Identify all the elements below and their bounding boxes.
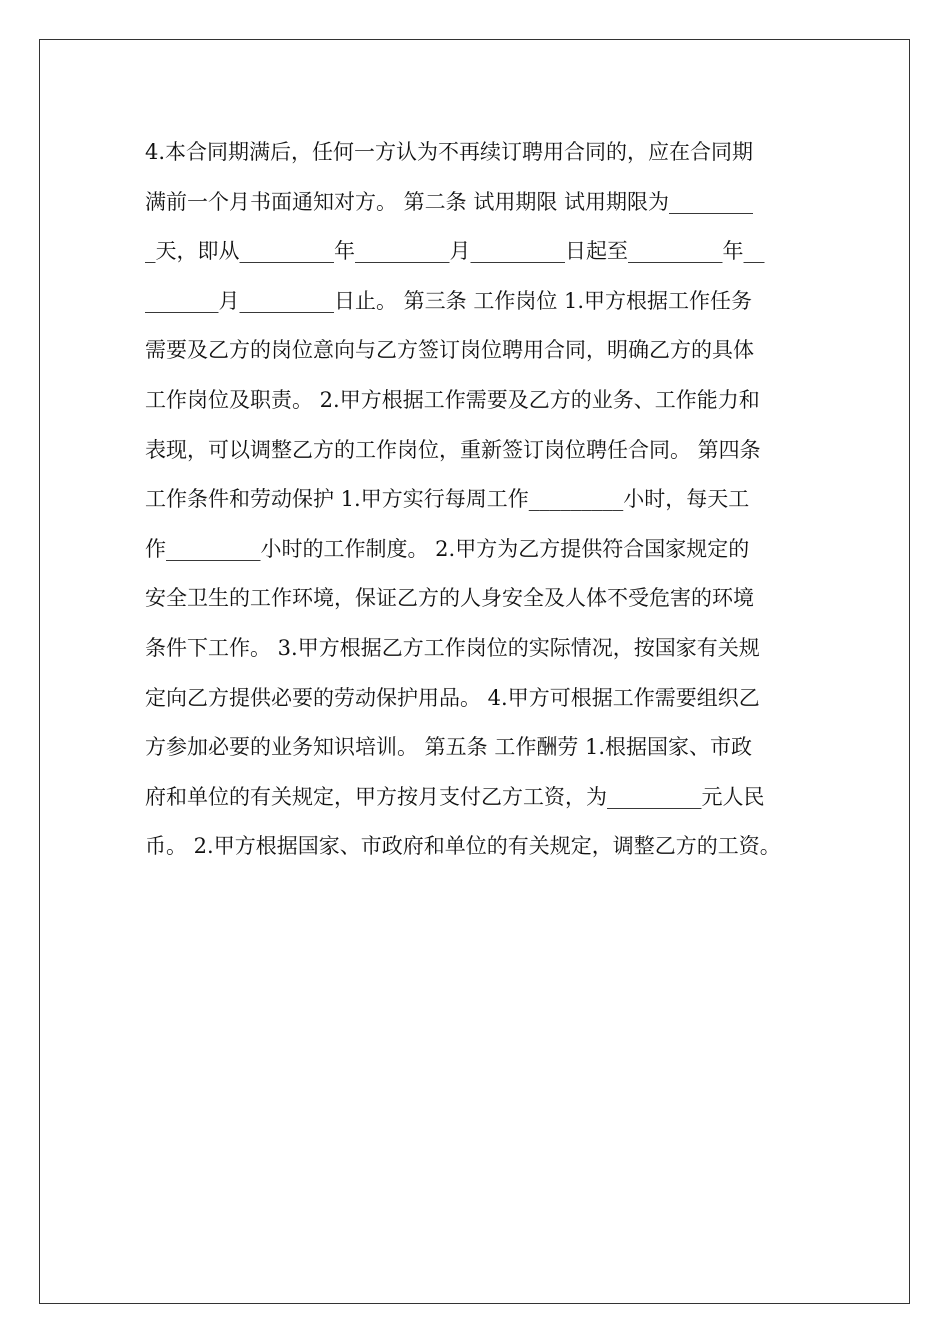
text-line: 币。 2.甲方根据国家、市政府和单位的有关规定，调整乙方的工资。 bbox=[145, 834, 781, 859]
text-line: 满前一个月书面通知对方。 第二条 试用期限 试用期限为________ bbox=[145, 189, 754, 214]
text-line: 需要及乙方的岗位意向与乙方签订岗位聘用合同，明确乙方的具体 bbox=[145, 338, 754, 363]
text-line: 工作条件和劳动保护 1.甲方实行每周工作_________小时，每天工 bbox=[145, 487, 750, 512]
text-line: 4.本合同期满后，任何一方认为不再续订聘用合同的，应在合同期 bbox=[145, 140, 754, 164]
text-line: 作_________小时的工作制度。 2.甲方为乙方提供符合国家规定的 bbox=[145, 536, 750, 561]
text-line: 安全卫生的工作环境，保证乙方的人身安全及人体不受危害的环境 bbox=[145, 586, 754, 611]
text-line: 表现，可以调整乙方的工作岗位，重新签订岗位聘任合同。 第四条 bbox=[145, 437, 761, 462]
text-line: _______月_________日止。 第三条 工作岗位 1.甲方根据工作任务 bbox=[145, 288, 753, 313]
text-line: 定向乙方提供必要的劳动保护用品。 4.甲方可根据工作需要组织乙 bbox=[145, 685, 760, 710]
contract-body-text bbox=[145, 128, 815, 872]
text-line: _天，即从_________年_________月_________日起至_________年__ bbox=[145, 239, 765, 264]
text-line: 工作岗位及职责。 2.甲方根据工作需要及乙方的业务、工作能力和 bbox=[145, 387, 760, 412]
text-line: 方参加必要的业务知识培训。 第五条 工作酬劳 1.根据国家、市政 bbox=[145, 735, 753, 760]
text-line: 条件下工作。 3.甲方根据乙方工作岗位的实际情况，按国家有关规 bbox=[145, 635, 760, 660]
text-line: 府和单位的有关规定，甲方按月支付乙方工资，为_________元人民 bbox=[145, 784, 765, 809]
